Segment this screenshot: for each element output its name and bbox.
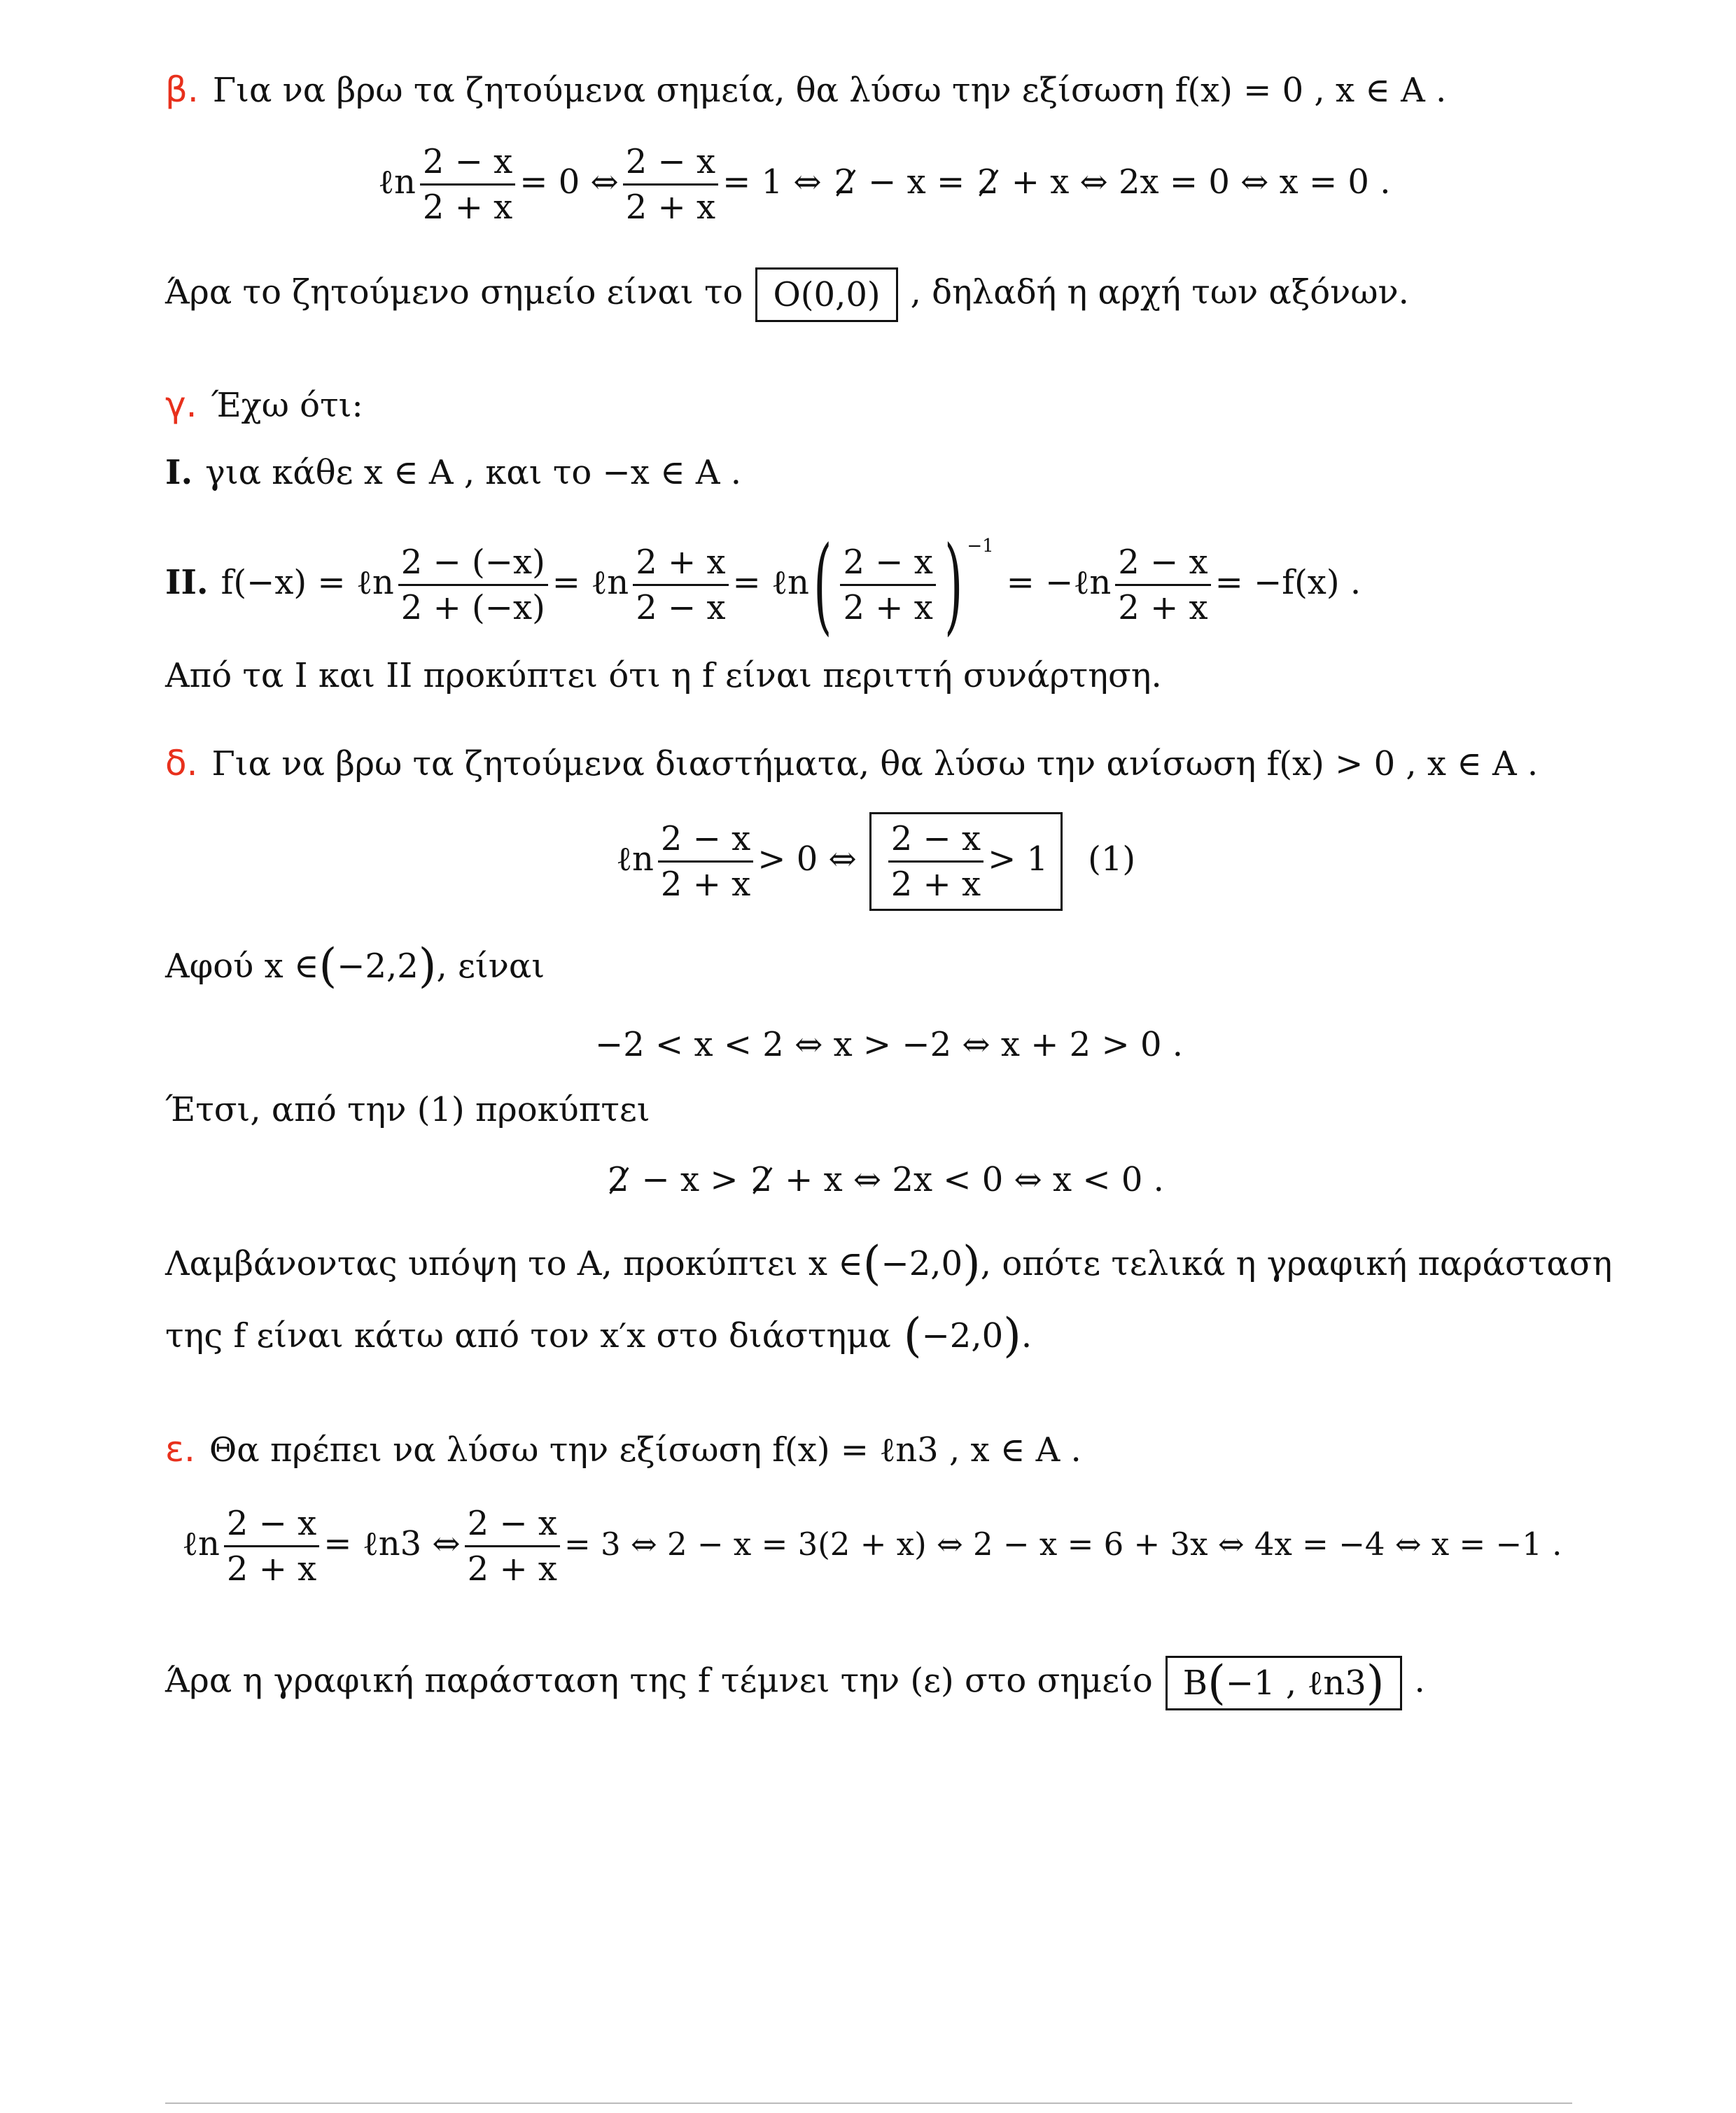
fraction [1115, 541, 1210, 629]
left-paren: ( [813, 524, 832, 646]
delta-final-2 [165, 1309, 1032, 1362]
left-paren: ( [903, 1309, 922, 1362]
exponent: −1 [967, 536, 994, 557]
left-paren: ( [862, 1236, 881, 1290]
footer-rule [165, 2102, 1572, 2104]
numerator: 2 + x [636, 543, 726, 582]
fraction [465, 1502, 560, 1591]
numerator: 2 − x [660, 819, 751, 858]
equation-label: (1) [1088, 839, 1136, 879]
text-part: , οπότε τελικά η γραφική παράσταση [980, 1244, 1613, 1283]
text-part: Λαμβάνοντας υπόψη το A, προκύπτει x ∈ [165, 1244, 863, 1283]
epsilon-conclusion [165, 1656, 1425, 1710]
item-label: I. [165, 453, 193, 492]
equation-part: = 1 ⇔ [722, 162, 822, 202]
gamma-item-i [165, 452, 741, 494]
denominator: 2 + x [623, 183, 718, 229]
delta-since [165, 939, 545, 993]
equation-part: > 0 ⇔ [757, 839, 857, 879]
conclusion-text: Άρα το ζητούμενο σημείο είναι το [165, 272, 743, 312]
text-part: Αφού x ∈ [165, 947, 319, 986]
cancelled-two: 2 [834, 162, 856, 202]
gamma-intro: Έχω ότι: [211, 386, 363, 425]
numerator: 2 − x [422, 142, 513, 181]
epsilon-marker: ε. [165, 1429, 195, 1470]
numerator: 2 − x [467, 1504, 557, 1543]
gamma-conclusion [165, 655, 1162, 697]
equation-part: = −ℓn [1006, 563, 1112, 602]
fraction [420, 140, 515, 229]
beta-intro: Για να βρω τα ζητούμενα σημεία, θα λύσω την εξίσωση f(x) = 0 , x ∈ A . [212, 71, 1447, 110]
cancelled-two: 2 [608, 1160, 629, 1199]
interval: −2,2 [337, 947, 419, 986]
right-paren: ) [1003, 1309, 1021, 1362]
epsilon-equation [182, 1502, 1562, 1591]
interval: −2,0 [921, 1316, 1004, 1355]
beta-marker: β. [165, 69, 199, 110]
right-paren: ) [944, 524, 963, 646]
beta-conclusion [165, 267, 1409, 322]
text-part: της f είναι κάτω από τον x′x στο διάστημα [165, 1316, 891, 1355]
fraction [224, 1502, 319, 1591]
delta-thus [165, 1089, 650, 1131]
gamma-marker: γ. [165, 384, 197, 425]
left-paren: ( [318, 939, 337, 993]
conclusion-text: , δηλαδή η αρχή των αξόνων. [910, 272, 1409, 312]
fraction [888, 817, 983, 906]
delta-marker: δ. [165, 743, 198, 783]
delta-intro-line [165, 742, 1538, 785]
denominator: 2 + x [420, 183, 515, 229]
right-paren: ) [1366, 1656, 1385, 1710]
item-label: II. [165, 563, 209, 602]
equation-part: = ℓn [552, 563, 629, 602]
fraction [658, 817, 753, 906]
ln-symbol: ℓn [378, 162, 416, 202]
gamma-item-ii [165, 524, 1362, 646]
ln-symbol: ℓn [182, 1524, 220, 1563]
denominator: 2 + x [1115, 584, 1210, 629]
equation-part: = ℓn [732, 563, 809, 602]
denominator: 2 + x [840, 584, 935, 629]
right-paren: ) [418, 939, 437, 993]
interval: −2,0 [881, 1244, 963, 1283]
fraction [623, 140, 718, 229]
item-text: για κάθε x ∈ A , και το −x ∈ A . [205, 453, 742, 492]
denominator: 2 + x [658, 860, 753, 906]
cancelled-two: 2 [750, 1160, 773, 1199]
equation-part: −2 < x < 2 ⇔ x > −2 ⇔ x + 2 > 0 . [595, 1025, 1183, 1064]
delta-intro: Για να βρω τα ζητούμενα διαστήματα, θα λύσω την ανίσωση f(x) > 0 , x ∈ A . [211, 744, 1539, 783]
right-paren: ) [962, 1236, 981, 1290]
equation-part: = 0 ⇔ [519, 162, 619, 202]
conclusion-text: Άρα η γραφική παράσταση της f τέμνει την (ε) στο σημείο [165, 1661, 1153, 1701]
text-part: Έτσι, από την (1) προκύπτει [165, 1090, 650, 1129]
fraction [633, 541, 728, 629]
denominator: 2 + (−x) [398, 584, 548, 629]
denominator: 2 − x [633, 584, 728, 629]
denominator: 2 + x [465, 1545, 560, 1591]
text-part: , είναι [436, 947, 545, 986]
equation-part: f(−x) = ℓn [220, 563, 394, 602]
equation-part: = 3 ⇔ 2 − x = 3(2 + x) ⇔ 2 − x = 6 + 3x ⇔ 4x = −4 ⇔ x = −1 . [564, 1526, 1562, 1563]
equation-part: − x = [868, 162, 965, 202]
numerator: 2 − x [625, 142, 716, 181]
equation-part: = ℓn3 ⇔ [323, 1524, 461, 1563]
delta-chain [595, 1024, 1183, 1066]
numerator: 2 − (−x) [400, 543, 545, 582]
equation-part: + x ⇔ 2x < 0 ⇔ x < 0 . [785, 1160, 1164, 1199]
epsilon-intro-line [165, 1428, 1082, 1471]
boxed-inequality [869, 812, 1063, 911]
point-coordinates: −1 , ℓn3 [1225, 1664, 1366, 1703]
boxed-answer [1166, 1656, 1402, 1710]
text-part: . [1414, 1661, 1425, 1701]
equation-part: = −f(x) . [1214, 563, 1362, 602]
fraction [398, 541, 548, 629]
epsilon-intro: Θα πρέπει να λύσω την εξίσωση f(x) = ℓn3 , x ∈ A . [209, 1430, 1082, 1470]
numerator: 2 − x [843, 543, 933, 582]
equation-part: − x > [641, 1160, 738, 1199]
denominator: 2 + x [224, 1545, 319, 1591]
boxed-answer: O(0,0) [755, 267, 897, 322]
delta-inequality-2 [608, 1159, 1164, 1201]
denominator: 2 + x [888, 860, 983, 906]
beta-equation [378, 140, 1390, 229]
numerator: 2 − x [890, 819, 981, 858]
delta-final-1 [165, 1236, 1613, 1290]
equation-part: + x ⇔ 2x = 0 ⇔ x = 0 . [1011, 162, 1391, 202]
left-paren: ( [1208, 1656, 1226, 1710]
beta-intro-line [165, 69, 1446, 111]
fraction [840, 541, 935, 629]
numerator: 2 − x [226, 1504, 317, 1543]
ln-symbol: ℓn [616, 839, 654, 879]
cancelled-two: 2 [977, 162, 999, 202]
numerator: 2 − x [1118, 543, 1208, 582]
equation-part: > 1 [988, 839, 1049, 879]
conclusion-text: Από τα I και II προκύπτει ότι η f είναι περιττή συνάρτηση. [165, 656, 1162, 695]
gamma-intro-line [165, 384, 363, 426]
point-name: B [1182, 1664, 1208, 1703]
delta-inequality [616, 812, 1135, 911]
text-part: . [1021, 1316, 1032, 1355]
